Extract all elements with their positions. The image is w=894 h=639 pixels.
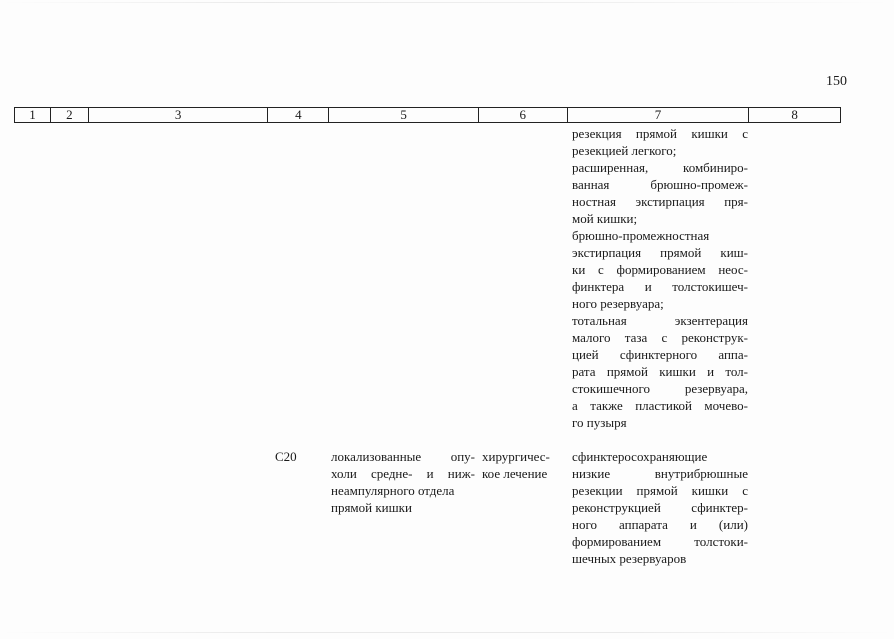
continuation-line: мой кишки; bbox=[572, 211, 638, 226]
diagnosis-code: C20 bbox=[275, 449, 297, 464]
method-line: формированием толстоки- bbox=[572, 534, 748, 549]
continuation-line: го пузыря bbox=[572, 415, 627, 430]
continuation-line: резекцией легкого; bbox=[572, 143, 677, 158]
continuation-line: резекция прямой кишки с bbox=[572, 126, 748, 141]
header-cell-8: 8 bbox=[791, 107, 798, 122]
continuation-line: ностная экстирпация пря- bbox=[572, 194, 748, 209]
method-line: сфинктеросохраняющие bbox=[572, 449, 708, 464]
continuation-line: цией сфинктерного аппа- bbox=[572, 347, 748, 362]
method-cell bbox=[572, 448, 748, 567]
scan-edge-top bbox=[0, 2, 894, 3]
continuation-line: финктера и толстокишеч- bbox=[572, 279, 748, 294]
treatment-type-line: хирургичес- bbox=[482, 449, 550, 464]
continuation-line: ванная брюшно-промеж- bbox=[572, 177, 748, 192]
continuation-line: стокишечного резервуара, bbox=[572, 381, 748, 396]
continuation-line: экстирпация прямой киш- bbox=[572, 245, 748, 260]
header-cell-3: 3 bbox=[89, 108, 269, 122]
header-cell-4: 4 bbox=[268, 108, 329, 122]
header-cell-2: 2 bbox=[51, 108, 89, 122]
header-cell-6: 6 bbox=[479, 108, 568, 122]
condition-line: прямой кишки bbox=[331, 500, 412, 515]
continuation-line: ки с формированием неос- bbox=[572, 262, 748, 277]
continuation-line: малого таза с реконструк- bbox=[572, 330, 748, 345]
continuation-line: ного резервуара; bbox=[572, 296, 664, 311]
method-line: шечных резервуаров bbox=[572, 551, 687, 566]
header-cell-7: 7 bbox=[568, 108, 750, 122]
scan-edge-bottom bbox=[0, 632, 894, 633]
method-line: ного аппарата и (или) bbox=[572, 517, 748, 532]
continuation-line: брюшно-промежностная bbox=[572, 228, 710, 243]
header-cell-1: 1 bbox=[15, 108, 51, 122]
continuation-line: расширенная, комбиниро- bbox=[572, 160, 748, 175]
method-line: реконструкцией сфинктер- bbox=[572, 500, 748, 515]
treatment-type-cell bbox=[482, 448, 566, 482]
continuation-line: рата прямой кишки и тол- bbox=[572, 364, 748, 379]
treatment-type-line: кое лечение bbox=[482, 466, 548, 481]
continuation-line: тотальная экзентерация bbox=[572, 313, 748, 328]
method-line: резекции прямой кишки с bbox=[572, 483, 748, 498]
continuation-line: а также пластикой мочево- bbox=[572, 398, 748, 413]
condition-line: неампулярного отдела bbox=[331, 483, 455, 498]
method-line: низкие внутрибрюшные bbox=[572, 466, 748, 481]
condition-line: холи средне- и ниж- bbox=[331, 466, 475, 481]
header-cell-5: 5 bbox=[329, 108, 479, 122]
page-number: 150 bbox=[826, 74, 847, 89]
condition-cell bbox=[331, 448, 475, 516]
table-header-row bbox=[14, 107, 841, 123]
condition-line: локализованные опу- bbox=[331, 449, 475, 464]
continuation-method-cell bbox=[572, 125, 748, 431]
